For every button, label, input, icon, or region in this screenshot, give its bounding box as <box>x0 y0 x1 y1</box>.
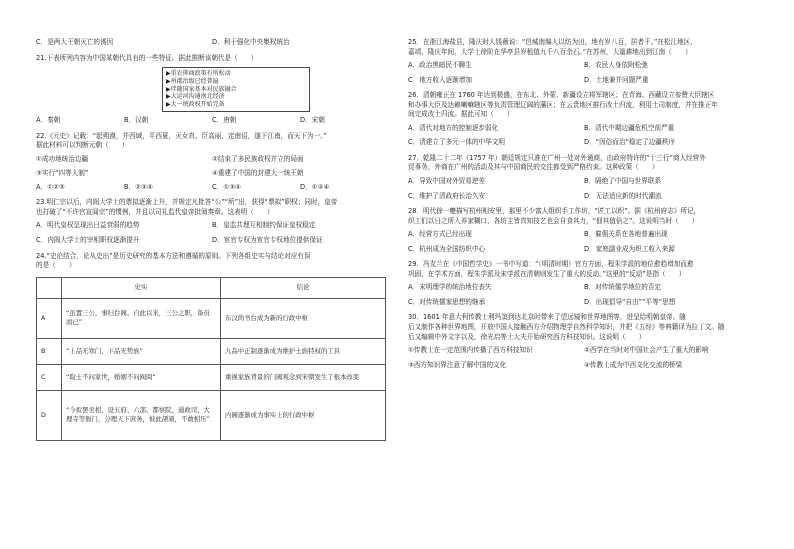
table-row[interactable] <box>37 390 386 440</box>
question-stem: 22.《元史》记载：“起朔漠，并西域，平西夏，灭女真，臣高丽，定南诏，遂下江南，而天下为一。” <box>36 131 327 140</box>
conclusion-cell: 东汉尚书台成为新的行政中枢 <box>221 298 386 338</box>
option[interactable]: D．宋朝 <box>300 116 325 125</box>
list-item: ▶大运河沟通南北经济 <box>166 93 225 101</box>
q20-options-tail <box>36 38 388 48</box>
option[interactable]: D．土地兼并问题严重 <box>584 75 649 84</box>
table-header <box>37 277 62 298</box>
options-row <box>36 183 388 193</box>
option[interactable]: A．政治黑暗民不聊生 <box>408 61 472 70</box>
list-item: ▶州郡治级已经普遍 <box>166 77 219 85</box>
statement: ①传教士在一定范围内传播了西方科技知识 <box>408 346 533 355</box>
question-30 <box>408 313 760 370</box>
question-24 <box>36 252 388 441</box>
question-26 <box>408 91 760 148</box>
option[interactable]: A．秦朝 <box>36 116 61 125</box>
options-grid <box>36 221 388 245</box>
question-stem: 也打破了“不许官宣闾宗”的惯例，并且以司礼监代皇帝批阅奏章。这表明（ ） <box>36 207 274 216</box>
statement-items <box>408 346 760 370</box>
conclusion-cell: 重视家族背景的门阀观念到宋朝发生了根本改变 <box>221 364 386 390</box>
option[interactable]: C．清建立了多元一体的中华文明 <box>408 138 505 147</box>
question-stem: 据此材料可以判断元朝（ ） <box>36 141 129 150</box>
table-row[interactable] <box>37 298 386 338</box>
question-stem: 巩固，在学术方面，程朱学派及宋学派在清朝则发生了重大的反动。”这里的“反动”是指（ ） <box>408 269 686 278</box>
option[interactable]: D．无法适应新的时代潮流 <box>584 191 662 200</box>
question-stem: 后又编辑中外文字以及，徐光启等士大夫开始研究西方科技知识。这说明（ ） <box>408 332 646 341</box>
option[interactable]: C．是两大王朝灭亡的诱因 <box>36 38 114 46</box>
option[interactable]: C．维护了清政府长治久安 <box>408 191 486 200</box>
statement: ③实行“四等人制” <box>36 169 89 178</box>
fact-cell: “取士不问家世，婚姻不问阀阅” <box>62 364 221 390</box>
option[interactable]: D．利于强化中央集权统治 <box>212 38 290 46</box>
question-29 <box>408 260 760 307</box>
option[interactable]: B．清代中期边疆危机空前严重 <box>584 123 675 132</box>
list-item: ▶大一统政权开始完备 <box>166 101 225 109</box>
question-stem: 和办事大臣及达赖喇嘛辖区等负责管理辽阔的藩区；在云贵地区推行改土归流，利用土司制度，并在推正年 <box>408 100 718 109</box>
row-key: C <box>37 364 62 390</box>
option[interactable]: C．唐朝 <box>212 116 237 125</box>
table-row[interactable] <box>37 364 386 390</box>
question-stem: 25．在浙江海盐县，隆庆时人钱薇说：“邑城南编人以纺为田，地有岁八百，居者千。”在松江地区， <box>408 38 697 46</box>
table-header: 结论 <box>221 277 386 298</box>
question-28 <box>408 207 760 254</box>
question-stem: 后又制作各种世界地图，开放中国人接触西方介绍物理学自然科学知识，并把《五经》等典籍译为拉丁文。随 <box>408 323 725 332</box>
option[interactable]: D．家庭副业成为织工收入来源 <box>584 244 675 253</box>
question-22 <box>36 132 388 193</box>
option[interactable]: B．隔绝了中国与世界联系 <box>584 177 662 186</box>
row-key: B <box>37 338 62 364</box>
question-stem: 嘉靖、隆庆年间，大学士徐阶在华亭县岁租值九千八百余石。”在苏州，大量耕地出到江南（ ） <box>408 47 692 56</box>
option[interactable]: A．①②③ <box>36 182 65 191</box>
question-stem: 间完成改土归流。据此可知（ ） <box>408 110 514 119</box>
option[interactable]: B．农民人身依附松弛 <box>584 61 648 70</box>
option[interactable]: D．出现倡导“自由”“平等”思想 <box>584 297 676 306</box>
list-item: ▶重农抑商政策有所松动 <box>166 70 231 78</box>
option[interactable]: C．杭州成为全国纺织中心 <box>408 244 486 253</box>
option[interactable]: C．地方收入逐渐增加 <box>408 75 472 84</box>
statement: ④传教士成为中西文化交流的桥梁 <box>584 360 683 369</box>
option[interactable]: A．清代对地方的控制逐步弱化 <box>408 123 499 132</box>
statement: ④重建了中国的封建大一统王朝 <box>212 169 304 178</box>
option[interactable]: B．皇监共理互相制约保证皇权稳定 <box>212 221 316 230</box>
fact-cell: “今拟罢丞相，设五府、六部、都察院、通政司、大理寺等衙门，分理天下庶务，彼此颉颃，不敢相压” <box>62 390 221 440</box>
option[interactable]: A．经营方式已经出现 <box>408 230 472 239</box>
options-grid <box>408 283 760 307</box>
option[interactable]: B．汉朝 <box>124 116 149 125</box>
feature-list-box <box>162 67 310 112</box>
table-header-row <box>37 277 386 298</box>
question-stem: 贸事务，外商在广州的活动及其与中国商民的交往都受到严格约束。这种政策（ ） <box>408 163 659 172</box>
question-stem: 21.下表所列内容为中国某朝代具有的一些特征。据此推断该朝代是（ ） <box>36 53 258 62</box>
option[interactable]: B．雇佣关系在各地普遍出现 <box>584 230 668 239</box>
conclusion-cell: 九品中正制逐渐成为维护士族特权的工具 <box>221 338 386 364</box>
row-key: D <box>37 390 62 440</box>
option[interactable]: D．宦官专权为宦官专权地位提供保证 <box>212 236 323 244</box>
question-stem: 27．乾隆二十二年（1757 年）朝廷规定只准在广州一处对外通商，由政府特许的“十三行”商人经营外 <box>408 153 706 162</box>
list-item: ▶伴随国家基本对民族融合 <box>166 85 237 93</box>
option[interactable]: C．对传统儒家思想的继承 <box>408 297 486 306</box>
option[interactable]: D．“因俗而治”稳定了边疆秩序 <box>584 138 676 147</box>
options-grid <box>408 177 760 201</box>
options-row <box>36 116 388 126</box>
option[interactable]: B．对传统儒学地位的否定 <box>584 283 662 292</box>
question-23 <box>36 198 388 245</box>
question-27 <box>408 154 760 201</box>
row-key: A <box>37 298 62 338</box>
options-grid <box>408 61 760 85</box>
question-stem: 24.“史论结合，论从史出”是历史研究的基本方法和遵循的原则。下列各组史实与结论对应有误 <box>36 251 311 260</box>
conclusion-cell: 内阁逐渐成为事实上的行政中枢 <box>221 390 386 440</box>
statement: ②西学在当时对中国社会产生了重大的影响 <box>584 346 709 355</box>
left-column <box>36 38 388 441</box>
option[interactable]: B．②③④ <box>124 182 153 191</box>
question-stem: 23.明仁宗以后，内阁大学士的票拟逐渐上升，并规定凡批答“公”“所”出，获得“票拟”职权；同时，皇帝 <box>36 198 338 207</box>
table-row[interactable] <box>37 338 386 364</box>
table-header: 史实 <box>62 277 221 298</box>
statement: ③西方知识界注意了解中国的文化 <box>408 360 507 369</box>
option[interactable]: A．宋明理学的统治地位丧失 <box>408 283 492 292</box>
question-21 <box>36 54 388 126</box>
question-stem: 的是（ ） <box>36 261 76 270</box>
option[interactable]: C．内阁大学士的宰相职权逐渐提升 <box>36 236 140 244</box>
statement: ①成功地统治边疆 <box>36 154 89 163</box>
option[interactable]: A．明代皇权呈现出日益衰弱的趋势 <box>36 221 140 230</box>
option[interactable]: D．①②④ <box>300 182 330 191</box>
question-stem: 30．1601 年意大利传教士利玛窦到达北京时带来了望远镜和世界地图等，进呈给明朝皇帝。随 <box>408 313 686 322</box>
statement-items <box>36 155 388 179</box>
question-stem: 26．清朝雍正在 1760 年达到极盛，在东北、外蒙、新疆设立将军辖区；在青海、西藏设立参赞大臣辖区 <box>408 91 715 100</box>
option[interactable]: C．①③④ <box>212 182 241 191</box>
question-stem: 29．冯友兰在《中国哲学史》一书中写道：“（明清时期）官方方面，程朱学派的地位愈趋增加而愈 <box>408 260 694 269</box>
statement: ②结束了多民族政权并立的局面 <box>212 154 304 163</box>
option[interactable]: A．导致中国对外贸易逆差 <box>408 177 486 186</box>
fact-conclusion-table <box>36 277 386 441</box>
question-stem: 织工们以日之所入养家糊口，各坊主皆真知技艺也会自食其力，“佃其值倍之”。这说明当时（ ） <box>408 216 699 225</box>
options-grid <box>408 230 760 254</box>
question-25 <box>408 38 760 85</box>
fact-cell: “上品无寒门，下品无势族” <box>62 338 221 364</box>
fact-cell: “虽置三公，事归台阁。自此以来，三公之职，备员而已” <box>62 298 221 338</box>
right-column <box>408 38 760 370</box>
options-grid <box>408 124 760 148</box>
question-stem: 28．明代徐一夔描写杭州相安里，那里不少富人组织手工作坊，“匠工以织”。据《杭州府志》所记， <box>408 207 701 216</box>
